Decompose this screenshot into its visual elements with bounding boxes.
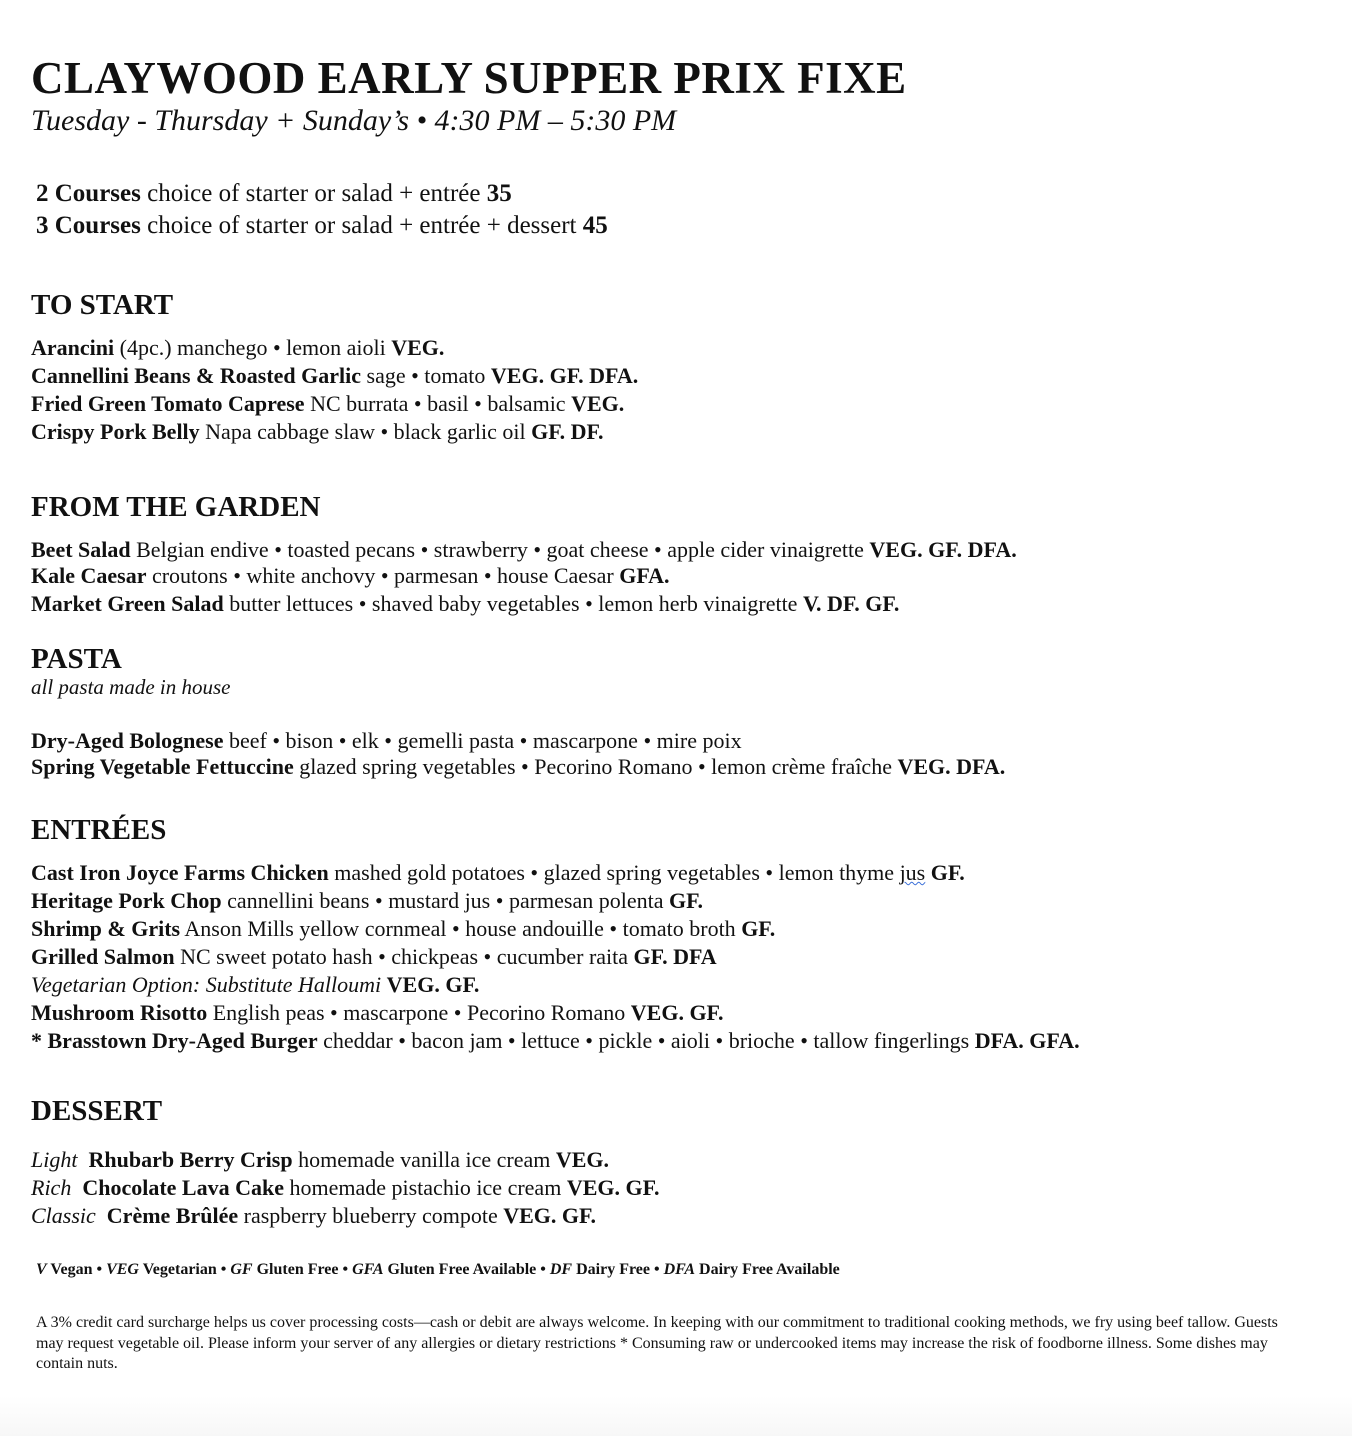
menu-item — [31, 362, 638, 390]
item-description: beef • bison • elk • gemelli pasta • mascarpone • mire poix — [223, 728, 742, 753]
item-description: (4pc.) manchego • lemon aioli — [114, 335, 392, 360]
item-name: Crispy Pork Belly — [31, 419, 200, 444]
item-name: Beet Salad — [31, 537, 131, 562]
item-name: Rhubarb Berry Crisp — [88, 1147, 293, 1172]
item-dietary-tags: VEG. GF. — [386, 972, 480, 997]
item-name: Crème Brûlée — [106, 1203, 239, 1228]
section-title-garden: FROM THE GARDEN — [31, 491, 321, 523]
course-description: choice of starter or salad + entrée + dessert — [140, 212, 583, 239]
section-title-dessert: DESSERT — [31, 1095, 163, 1127]
course-price: 35 — [486, 180, 512, 207]
menu-hours: Tuesday - Thursday + Sunday’s • 4:30 PM – 5:30 PM — [31, 104, 677, 137]
course-description: choice of starter or salad + entrée — [140, 180, 487, 207]
item-description: sage • tomato — [361, 363, 491, 388]
item-description: cannellini beans • mustard jus • parmesan polenta — [221, 888, 669, 913]
garden-list — [31, 536, 1017, 618]
menu-item — [31, 590, 1017, 618]
item-description: English peas • mascarpone • Pecorino Romano — [207, 1000, 631, 1025]
menu-item — [31, 1146, 660, 1174]
item-name: Fried Green Tomato Caprese — [31, 391, 305, 416]
legend-abbr: GF — [230, 1261, 253, 1278]
item-dietary-tags: VEG. DFA. — [897, 753, 1006, 779]
item-name: Spring Vegetable Fettuccine — [31, 753, 294, 779]
course-label: 2 Courses — [36, 180, 141, 207]
dessert-list — [31, 1146, 660, 1230]
item-dietary-tags: VEG. — [555, 1147, 610, 1172]
item-dietary-tags: GF. DFA — [633, 944, 717, 969]
item-dietary-tags: V. DF. GF. — [802, 591, 900, 616]
legend-label: Gluten Free • — [252, 1261, 353, 1278]
item-dietary-tags: DFA. GFA. — [974, 1028, 1080, 1053]
menu-item — [31, 536, 1017, 564]
menu-item — [31, 418, 638, 446]
menu-item — [31, 943, 1080, 971]
section-title-pasta: PASTA — [31, 643, 122, 675]
dietary-legend — [36, 1261, 840, 1279]
item-dietary-tags: GF. — [669, 888, 704, 913]
item-description: croutons • white anchovy • parmesan • house Caesar — [146, 563, 620, 588]
item-dietary-tags: GF. — [930, 860, 965, 885]
item-description: homemade pistachio ice cream — [283, 1175, 567, 1200]
section-title-to-start: TO START — [31, 289, 174, 321]
item-description: cheddar • bacon jam • lettuce • pickle • aioli • brioche • tallow fingerlings — [317, 1028, 975, 1053]
menu-item — [31, 334, 638, 362]
section-title-entrees: ENTRÉES — [31, 814, 167, 846]
menu-item-vegetarian-option — [31, 971, 1080, 999]
page-bottom-shade — [0, 1396, 1352, 1436]
legend-abbr: DF — [549, 1261, 573, 1278]
menu-item — [31, 564, 1017, 588]
course-pricing — [36, 178, 608, 242]
item-dietary-tags: GFA. — [619, 563, 670, 588]
legend-abbr: DFA — [663, 1261, 696, 1278]
menu-item — [31, 887, 1080, 915]
item-dietary-tags: VEG. — [571, 391, 625, 416]
legend-label: Vegan • — [46, 1261, 107, 1278]
to-start-list — [31, 334, 638, 446]
item-dietary-tags: GF. DF. — [531, 419, 604, 444]
item-name: Chocolate Lava Cake — [82, 1175, 284, 1200]
item-description: Anson Mills yellow cornmeal • house andouille • tomato broth — [180, 916, 742, 941]
item-description: Belgian endive • toasted pecans • strawberry • goat cheese • apple cider vinaigrette — [130, 537, 870, 562]
item-dietary-tags: VEG. GF. DFA. — [490, 363, 639, 388]
menu-item — [31, 728, 1005, 754]
dessert-style: Light — [31, 1147, 78, 1172]
entrees-list — [31, 859, 1080, 1055]
menu-item — [31, 1027, 1080, 1055]
legend-label: Dairy Free Available — [695, 1261, 840, 1278]
item-dietary-tags: VEG. GF. — [566, 1175, 660, 1200]
legend-label: Vegetarian • — [138, 1261, 231, 1278]
item-name: Cannellini Beans & Roasted Garlic — [31, 363, 362, 388]
course-option-3 — [36, 210, 608, 242]
legend-label: Dairy Free • — [572, 1261, 664, 1278]
menu-item — [31, 859, 1080, 887]
pasta-list — [31, 728, 1005, 779]
item-name: Market Green Salad — [31, 591, 224, 616]
menu-item — [31, 754, 1005, 780]
legend-label: Gluten Free Available • — [383, 1261, 550, 1278]
course-price: 45 — [582, 212, 608, 239]
pasta-note: all pasta made in house — [31, 675, 231, 699]
item-name: * Brasstown Dry-Aged Burger — [31, 1028, 318, 1053]
menu-item — [31, 390, 638, 418]
item-description: raspberry blueberry compote — [238, 1203, 504, 1228]
item-name: Kale Caesar — [31, 563, 147, 588]
item-name: Mushroom Risotto — [31, 1000, 208, 1025]
menu-item — [31, 999, 1080, 1027]
item-name: Shrimp & Grits — [31, 916, 181, 941]
item-dietary-tags: VEG. — [391, 335, 445, 360]
item-name: Grilled Salmon — [31, 944, 175, 969]
item-description: homemade vanilla ice cream — [292, 1147, 556, 1172]
menu-item — [31, 1174, 660, 1202]
item-name: Heritage Pork Chop — [31, 888, 222, 913]
footer-disclaimer: A 3% credit card surcharge helps us cover processing costs—cash or debit are always welcome. In keeping with our commitment to traditional cooking methods, we fry using beef tallow. Guests may request vegetable oil. Please inform your server of any allergies or dietary restrictions * Consuming raw or undercooked items may increase the risk of foodborne illness. Some dishes may contain nuts. — [36, 1314, 1278, 1372]
menu-title: CLAYWOOD EARLY SUPPER PRIX FIXE — [31, 53, 907, 103]
course-option-2 — [36, 178, 608, 210]
menu-item — [31, 1202, 660, 1230]
spellcheck-flag: jus — [899, 860, 926, 885]
item-description: butter lettuces • shaved baby vegetables • lemon herb vinaigrette — [223, 591, 803, 616]
item-dietary-tags: GF. — [741, 916, 776, 941]
item-description: Vegetarian Option: Substitute Halloumi — [31, 972, 387, 997]
course-label: 3 Courses — [36, 212, 141, 239]
item-description: Napa cabbage slaw • black garlic oil — [199, 419, 532, 444]
item-dietary-tags: VEG. GF. — [630, 1000, 724, 1025]
item-name: Cast Iron Joyce Farms Chicken — [31, 860, 329, 885]
legend-abbr: VEG — [106, 1261, 139, 1278]
item-description: NC burrata • basil • balsamic — [304, 391, 572, 416]
item-dietary-tags: VEG. GF. DFA. — [869, 537, 1017, 562]
item-description: NC sweet potato hash • chickpeas • cucumber raita — [174, 944, 634, 969]
menu-item — [31, 915, 1080, 943]
item-description: mashed gold potatoes • glazed spring vegetables • lemon thyme — [328, 860, 900, 885]
item-dietary-tags: VEG. GF. — [503, 1203, 596, 1228]
item-name: Arancini — [31, 335, 115, 360]
dessert-style: Classic — [31, 1203, 96, 1228]
item-description: glazed spring vegetables • Pecorino Romano • lemon crème fraîche — [293, 753, 898, 779]
dessert-style: Rich — [31, 1175, 72, 1200]
legend-abbr: V — [36, 1261, 47, 1278]
item-name: Dry-Aged Bolognese — [31, 728, 224, 753]
legend-abbr: GFA — [352, 1261, 384, 1278]
